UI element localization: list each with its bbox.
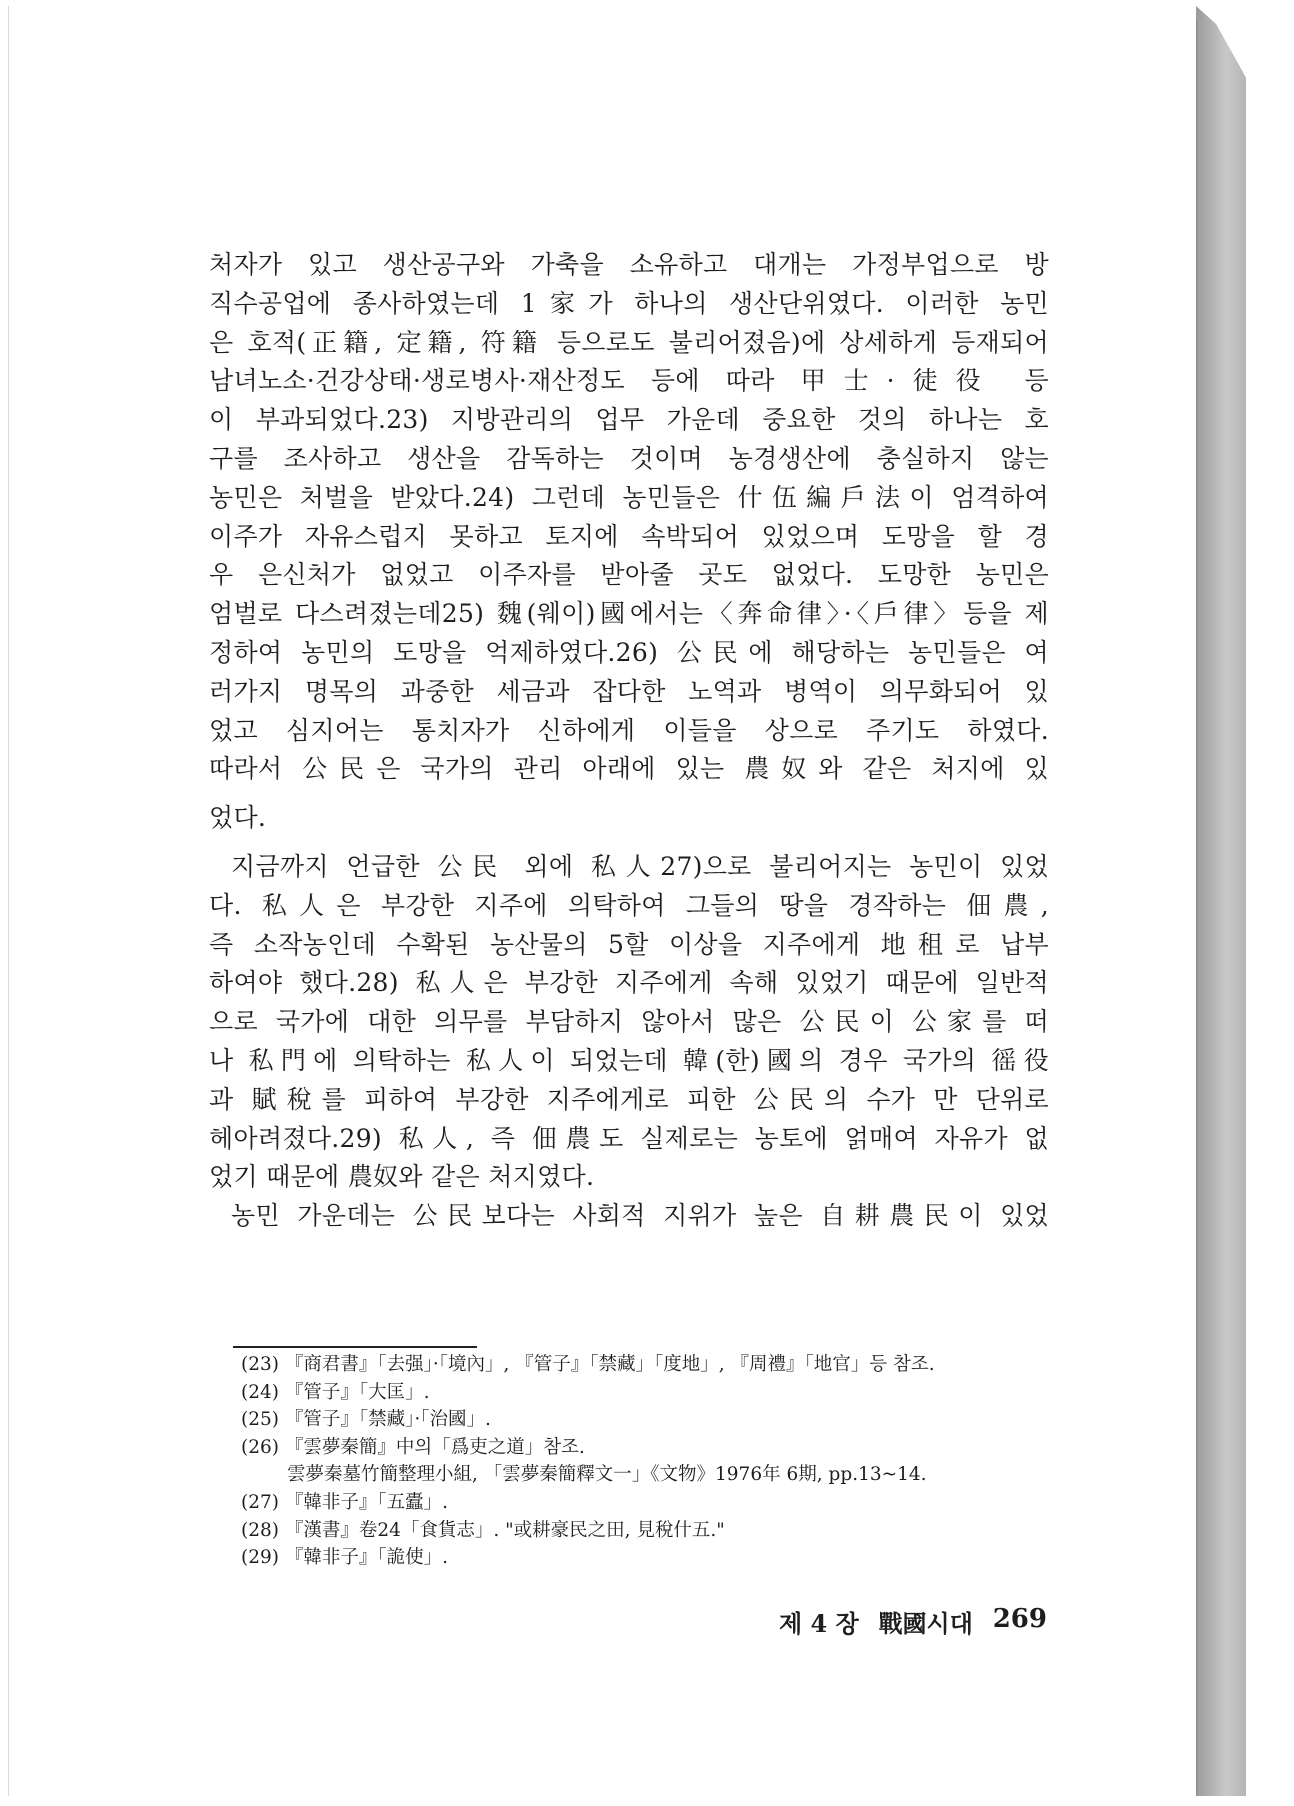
body-line: 구를 조사하고 생산을 감독하는 것이며 농경생산에 충실하지 않는 — [209, 443, 1049, 473]
body-line: 농민 가운데는 公民보다는 사회적 지위가 높은 自耕農民이 있었 — [231, 1201, 1049, 1231]
body-line: 남녀노소·건강상태·생로병사·재산정도 등에 따라 甲士·徒役 등 — [209, 366, 1049, 396]
footnotes — [241, 1351, 1061, 1572]
body-line: 나 私門에 의탁하는 私人이 되었는데 韓(한)國의 경우 국가의 徭役 — [209, 1045, 1049, 1075]
body-line: 하여야 했다.28) 私人은 부강한 지주에게 속해 있었기 때문에 일반적 — [209, 968, 1049, 998]
footnote: (24) 『管子』「大匡」. — [241, 1381, 430, 1403]
body-line: 었고 심지어는 통치자가 신하에게 이들을 상으로 주기도 하였다. — [209, 715, 1049, 745]
body-line: 처자가 있고 생산공구와 가축을 소유하고 대개는 가정부업으로 방 — [209, 250, 1049, 279]
section-label: 戰國시대 — [878, 1609, 973, 1638]
footnote-divider — [233, 1346, 477, 1348]
body-line: 정하여 농민의 도망을 억제하였다.26) 公民에 해당하는 농민들은 여 — [209, 637, 1049, 667]
body-line: 즉 소작농인데 수확된 농산물의 5할 이상을 지주에게 地租로 납부 — [209, 929, 1049, 959]
body-line: 러가지 명목의 과중한 세금과 잡다한 노역과 병역이 의무화되어 있 — [209, 676, 1049, 706]
body-line: 었기 때문에 農奴와 같은 처지였다. — [209, 1162, 595, 1192]
body-line: 지금까지 언급한 公民 외에 私人27)으로 불리어지는 농민이 있었 — [231, 851, 1049, 881]
footnote: (26) 『雲夢秦簡』中의「爲吏之道」참조. — [241, 1436, 585, 1458]
body-line: 다. 私人은 부강한 지주에 의탁하여 그들의 땅을 경작하는 佃農, — [209, 890, 1049, 920]
body-line: 은 호적(正籍, 定籍, 符籍 등으로도 불리어졌음)에 상세하게 등재되어 — [209, 327, 1049, 357]
footnote: (25) 『管子』「禁藏」·「治國」. — [241, 1409, 491, 1431]
body-text — [209, 246, 1049, 1236]
body-line: 이주가 자유스럽지 못하고 토지에 속박되어 있었으며 도망을 할 경 — [209, 521, 1049, 551]
footnote: (23) 『商君書』「去强」·「境內」, 『管子』「禁藏」「度地」, 『周禮』「地官」등 참조. — [241, 1354, 935, 1375]
body-line: 우 은신처가 없었고 이주자를 받아줄 곳도 없었다. 도망한 농민은 — [209, 560, 1049, 590]
body-line: 이 부과되었다.23) 지방관리의 업무 가운데 중요한 것의 하나는 호 — [209, 405, 1049, 435]
page-number: 269 — [992, 1604, 1047, 1634]
body-line: 었다. — [209, 803, 267, 833]
footnote-continuation: 雲夢秦墓竹簡整理小組, 「雲夢秦簡釋文一」《文物》1976年 6期, pp.13~14. — [287, 1464, 927, 1486]
book-page — [8, 6, 1196, 1796]
footnote: (29) 『韓非子』「詭使」. — [241, 1547, 448, 1569]
body-line: 으로 국가에 대한 의무를 부담하지 않아서 많은 公民이 公家를 떠 — [209, 1007, 1049, 1037]
body-line: 직수공업에 종사하였는데 1家가 하나의 생산단위였다. 이러한 농민 — [209, 288, 1049, 318]
body-line: 따라서 公民은 국가의 관리 아래에 있는 農奴와 같은 처지에 있 — [209, 754, 1049, 784]
body-line: 엄벌로 다스려졌는데25) 魏(웨이)國에서는〈奔命律〉·〈戶律〉등을 제 — [209, 599, 1049, 629]
body-line: 과 賦稅를 피하여 부강한 지주에게로 피한 公民의 수가 만 단위로 — [209, 1084, 1049, 1114]
chapter-label: 제 4 장 — [779, 1609, 859, 1638]
page-footer — [779, 1604, 1047, 1639]
body-line: 농민은 처벌을 받았다.24) 그런데 농민들은 什伍編戶法이 엄격하여 — [209, 482, 1049, 512]
footnote: (28) 『漢書』卷24「食貨志」. "或耕豪民之田, 見稅什五." — [241, 1519, 725, 1541]
body-line: 헤아려졌다.29) 私人, 즉 佃農도 실제로는 농토에 얽매여 자유가 없 — [209, 1123, 1049, 1153]
page-edge-back — [1196, 6, 1246, 1796]
footnote: (27) 『韓非子』「五蠹」. — [241, 1491, 448, 1513]
